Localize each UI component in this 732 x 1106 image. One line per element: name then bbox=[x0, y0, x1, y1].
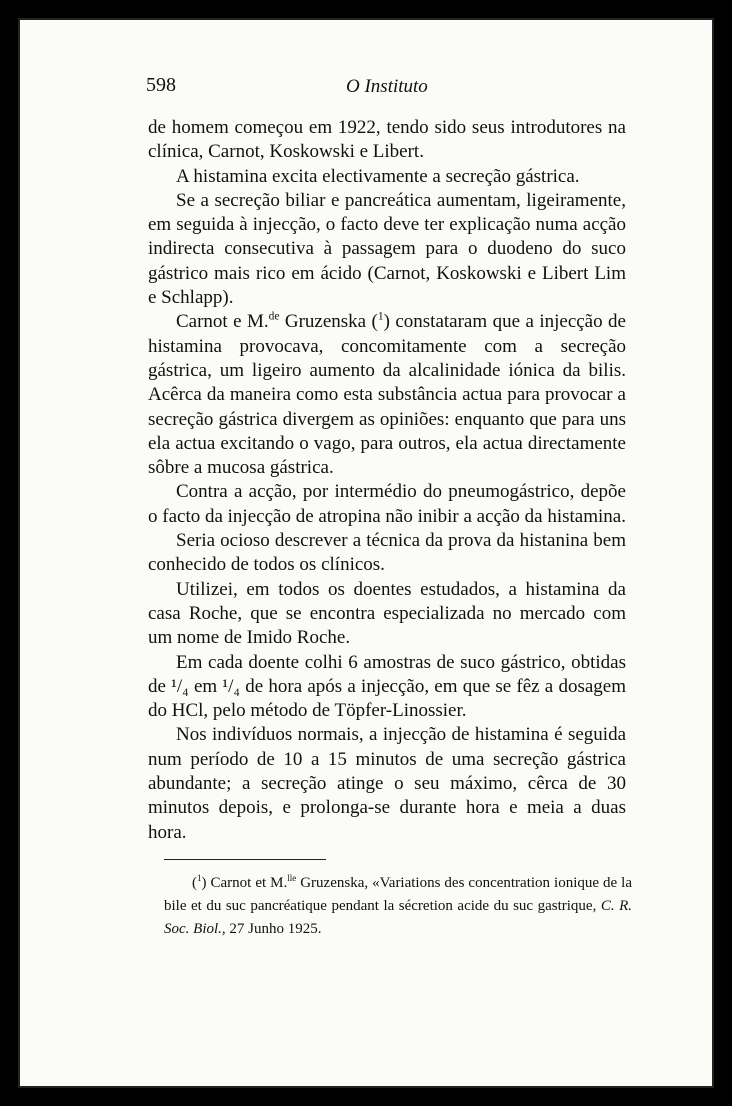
paragraph: Contra a acção, por intermédio do pneumogástrico, depõe o facto da injecção de atropina não inibir a acção da histamina. bbox=[148, 481, 626, 527]
paragraph: Utilizei, em todos os doentes estudados, a histamina da casa Roche, que se encontra especializada no mercado com um nome de Imido Roche. bbox=[148, 578, 626, 649]
text-run: de hora após a injecção, em que se fêz a dosagem do HCl, pelo método de Töpfer-Linossier. bbox=[148, 675, 626, 722]
journal-name: C. R. Soc. Biol. bbox=[164, 898, 633, 937]
running-title: O Instituto bbox=[346, 76, 428, 97]
text-run: Carnot e M. bbox=[176, 311, 269, 333]
text-run: Em cada doente colhi 6 amostras de suco gástrico, obtidas de bbox=[148, 651, 626, 697]
footnote: ($^1$) Carnot et M.$^{lle}$ Gruzenska, «Variations des concentration ionique de la bile et du suc pancréatique pendant la sécretion acide du suc gastrique, C. R. Soc. Biol., 27 Junho 1925. bbox=[164, 873, 633, 937]
text-run: , 27 Junho 1925. bbox=[221, 921, 322, 937]
paragraph bbox=[148, 651, 626, 724]
fraction: ¹/₄ bbox=[222, 675, 241, 697]
paragraph bbox=[148, 310, 626, 480]
page-header bbox=[146, 74, 616, 100]
footnote-ref: 1 bbox=[377, 311, 384, 324]
text-run: em bbox=[188, 675, 223, 697]
paragraph: Se a secreção biliar e pancreática aumentam, ligeiramente, em seguida à injecção, o facto deve ter explicação numa acção indirecta consecutiva à passagem para o duodeno do suco gástrico mais rico em ácido (Carnot, Koskowski e Libert Lim e Schlapp). bbox=[148, 189, 626, 309]
paragraph: A histamina excita electivamente a secreção gástrica. bbox=[176, 165, 580, 187]
text-run: ) constataram que a injecção de histamina provocava, concomitamente com a secreção gástrica, um ligeiro aumento da alcalinidade iónica da bilis. Acêrca da maneira como esta substância actua para provocar a secreção gástrica divergem as opiniões: enquanto que para uns ela actua excitando o vago, para outros, ela actua directamente sôbre a mucosa gástrica. bbox=[148, 311, 626, 479]
paragraph: Seria ocioso descrever a técnica da prova da histanina bem conhecido de todos os clínicos. bbox=[148, 530, 626, 576]
superscript: lle bbox=[287, 873, 297, 883]
text-run: Carnot et M. bbox=[206, 875, 288, 891]
footnote-marker: 1 bbox=[197, 873, 202, 883]
paragraph: Nos indivíduos normais, a injecção de histamina é seguida num período de 10 a 15 minutos de uma secreção gástrica abundante; a secreção atinge o seu máximo, cêrca de 30 minutos depois, e prolonga-se durante hora e meia a duas hora. bbox=[148, 724, 626, 843]
footnote-rule bbox=[164, 859, 326, 860]
book-page bbox=[18, 18, 714, 1088]
page-number: 598 bbox=[146, 74, 176, 96]
paragraph: de homem começou em 1922, tendo sido seus introdutores na clínica, Carnot, Koskowski e Libert. bbox=[148, 117, 626, 163]
text-run: Gruzenska ( bbox=[279, 311, 378, 333]
fraction: ¹/₄ bbox=[171, 675, 189, 697]
superscript: de bbox=[268, 311, 280, 324]
text-run: Gruzenska, «Variations des concentration ionique de la bile et du suc pancréatique pendant la sécretion acide du suc gastrique, bbox=[164, 875, 632, 914]
body-text bbox=[148, 116, 626, 845]
